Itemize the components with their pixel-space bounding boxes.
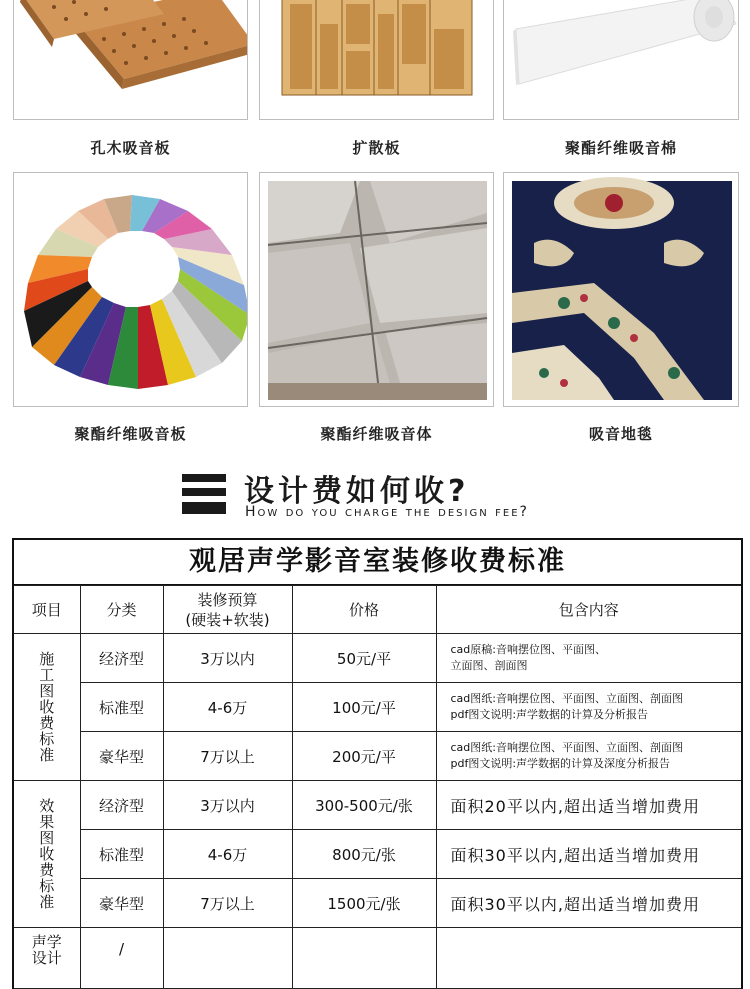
content-cell — [436, 683, 741, 732]
header-item: 项目 — [14, 586, 80, 634]
category-cell: 经济型 — [80, 781, 163, 830]
category-cell: / — [80, 928, 163, 989]
header-price: 价格 — [292, 586, 436, 634]
table-header-row — [14, 586, 741, 634]
content-line: cad图纸:音响摆位图、平面图、立面图、剖面图 — [450, 741, 683, 754]
budget-cell — [163, 928, 292, 989]
price-cell: 100元/平 — [292, 683, 436, 732]
category-cell: 经济型 — [80, 634, 163, 683]
table-row — [14, 879, 741, 928]
group-label-rendering — [14, 781, 80, 928]
product-image-perforated-wood-panel — [13, 0, 248, 120]
product-image-polyester-panel — [13, 172, 248, 407]
header-content: 包含内容 — [436, 586, 741, 634]
budget-cell: 4-6万 — [163, 830, 292, 879]
product-image-polyester-body — [259, 172, 494, 407]
price-cell: 50元/平 — [292, 634, 436, 683]
content-cell: 面积30平以内,超出适当增加费用 — [436, 830, 741, 879]
category-cell: 标准型 — [80, 683, 163, 732]
product-image-polyester-cotton — [503, 0, 739, 120]
product-caption: 扩散板 — [352, 139, 401, 157]
content-cell — [436, 928, 741, 989]
group-label-text: 效果图收费标准 — [39, 797, 55, 911]
table-row — [14, 732, 741, 781]
product-caption: 聚酯纤维吸音板 — [74, 425, 187, 443]
header-budget-line1: 装修预算 — [197, 590, 258, 609]
price-cell: 800元/张 — [292, 830, 436, 879]
product-caption: 聚酯纤维吸音棉 — [564, 139, 677, 157]
content-cell: 面积20平以内,超出适当增加费用 — [436, 781, 741, 830]
product-caption: 孔木吸音板 — [90, 139, 171, 157]
price-cell: 300-500元/张 — [292, 781, 436, 830]
product-caption: 吸音地毯 — [588, 425, 653, 443]
table-title: 观居声学影音室装修收费标准 — [14, 540, 741, 585]
table-row — [14, 683, 741, 732]
section-title: 设计费如何收? — [244, 474, 470, 509]
content-line: 立面图、剖面图 — [450, 659, 528, 672]
content-cell — [436, 634, 741, 683]
budget-cell: 3万以内 — [163, 634, 292, 683]
table-row — [14, 928, 741, 989]
header-budget-line2: (硬装+软装) — [185, 610, 270, 629]
group-label-text: 施工图收费标准 — [39, 650, 55, 764]
price-cell: 1500元/张 — [292, 879, 436, 928]
header-budget — [163, 586, 292, 634]
section-subtitle: How do you charge the design fee? — [245, 504, 529, 520]
price-cell: 200元/平 — [292, 732, 436, 781]
content-cell: 面积30平以内,超出适当增加费用 — [436, 879, 741, 928]
content-cell — [436, 732, 741, 781]
header-category: 分类 — [80, 586, 163, 634]
category-cell: 标准型 — [80, 830, 163, 879]
content-line: pdf图文说明:声学数据的计算及深度分析报告 — [450, 757, 671, 770]
table-row — [14, 781, 741, 830]
budget-cell: 7万以上 — [163, 879, 292, 928]
product-image-diffuser-panel — [259, 0, 494, 120]
budget-cell: 7万以上 — [163, 732, 292, 781]
group-label-acoustic-design — [14, 928, 80, 989]
budget-cell: 4-6万 — [163, 683, 292, 732]
menu-bars-icon — [182, 474, 226, 514]
content-line: cad原稿:音响摆位图、平面图、 — [450, 643, 606, 656]
group-label-construction — [14, 634, 80, 781]
category-cell: 豪华型 — [80, 732, 163, 781]
price-cell — [292, 928, 436, 989]
group-label-text: 声学设计 — [31, 933, 62, 967]
fee-table — [12, 538, 743, 989]
product-caption: 聚酯纤维吸音体 — [320, 425, 433, 443]
content-line: cad图纸:音响摆位图、平面图、立面图、剖面图 — [450, 692, 683, 705]
content-line: pdf图文说明:声学数据的计算及分析报告 — [450, 708, 649, 721]
budget-cell: 3万以内 — [163, 781, 292, 830]
category-cell: 豪华型 — [80, 879, 163, 928]
product-image-acoustic-carpet — [503, 172, 739, 407]
table-row — [14, 634, 741, 683]
table-row — [14, 830, 741, 879]
